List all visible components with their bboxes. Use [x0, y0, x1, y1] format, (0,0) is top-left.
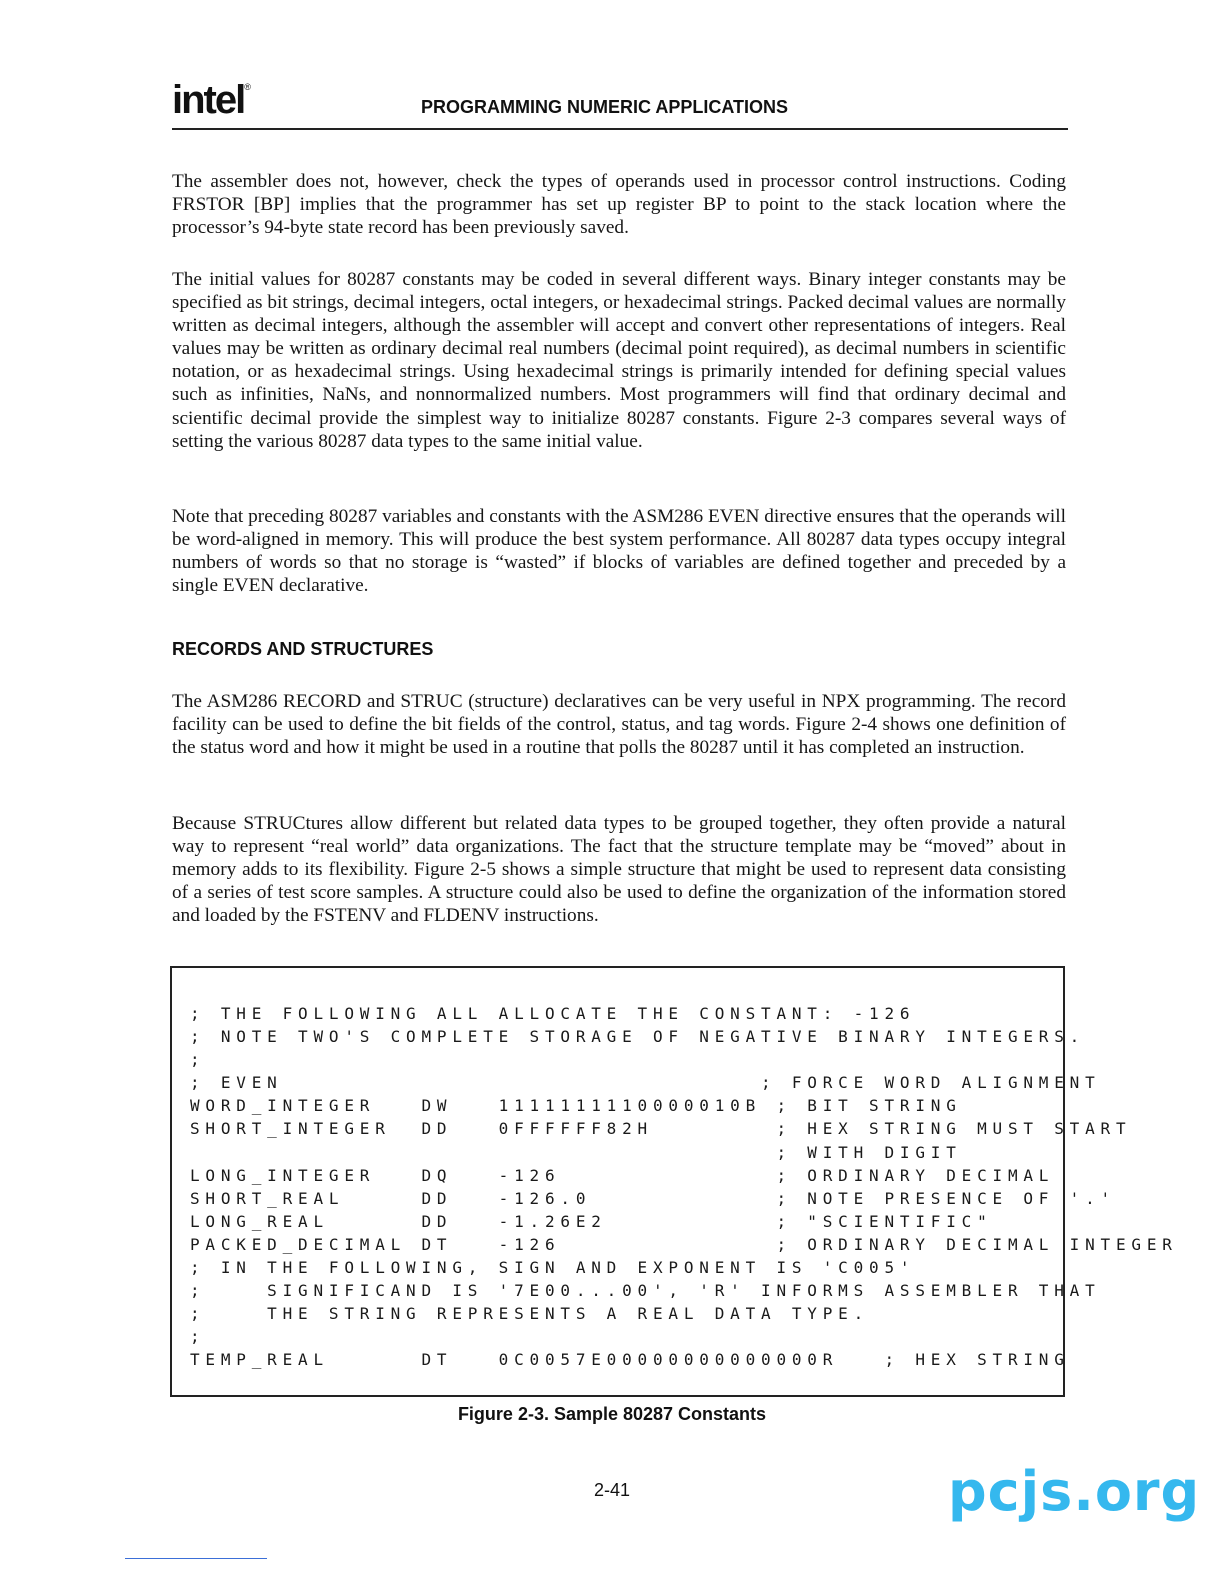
code-line: SHORT_REAL DD -126.0 ; NOTE PRESENCE OF '.' [190, 1188, 1116, 1208]
code-line: SHORT_INTEGER DD 0FFFFFF82H ; HEX STRING MUST START [190, 1119, 1132, 1139]
code-line: ; THE STRING REPRESENTS A REAL DATA TYPE. [190, 1304, 870, 1324]
section-heading: RECORDS AND STRUCTURES [172, 639, 434, 659]
logo-text: intel [172, 78, 245, 122]
bottom-link-underline [125, 1558, 267, 1559]
code-line: ; WITH DIGIT [190, 1142, 962, 1162]
code-line: ; [190, 1050, 206, 1070]
code-line: LONG_INTEGER DQ -126 ; ORDINARY DECIMAL [190, 1165, 1055, 1185]
figure-caption: Figure 2-3. Sample 80287 Constants [457, 1404, 767, 1424]
code-line: PACKED_DECIMAL DT -126 ; ORDINARY DECIMAL INTEGER [190, 1234, 1178, 1254]
paragraph-even-directive: Note that preceding 80287 variables and constants with the ASM286 EVEN directive ensures that the operands will be word-aligned in memory. This will produce the best system performance. All 80287 data types occupy integral numbers of words so that no storage is “wasted” if blocks of variables are defined together and preceded by a single EVEN declarative. [172, 506, 1066, 597]
code-line: TEMP_REAL DT 0C0057E00000000000000R ; HEX STRING [190, 1350, 1070, 1370]
code-listing [190, 1002, 1178, 1372]
pcjs-watermark: pcjs.org [948, 1460, 1201, 1523]
paragraph-initial-values: The initial values for 80287 constants may be coded in several different ways. Binary integer constants may be specified as bit strings, decimal integers, octal integers, or hexadecimal strings. Packed decimal values are normally written as decimal integers, although the assembler will accept and convert other representations of integers. Real values may be written as ordinary decimal real numbers (decimal point required), as decimal numbers in scientific notation, or as hexadecimal strings. Using hexadecimal strings is primarily intended for defining special values such as infinities, NaNs, and nonnormalized numbers. Most programmers will find that ordinary decimal and scientific decimal provide the simplest way to initialize 80287 constants. Figure 2-3 compares several ways of setting the various 80287 data types to the same initial value. [172, 269, 1066, 452]
code-line: ; [190, 1327, 206, 1347]
paragraph-record-struc: The ASM286 RECORD and STRUC (structure) declaratives can be very useful in NPX programming. The record facility can be used to define the bit fields of the control, status, and tag words. Figure 2-4 shows one definition of the status word and how it might be used in a routine that polls the 80287 until it has completed an instruction. [172, 691, 1066, 759]
page-number: 2-41 [593, 1480, 631, 1500]
logo-registered-mark: ® [244, 82, 251, 92]
code-line: ; NOTE TWO'S COMPLETE STORAGE OF NEGATIVE BINARY INTEGERS. [190, 1027, 1086, 1047]
code-line: WORD_INTEGER DW 1111111110000010B ; BIT STRING [190, 1096, 962, 1116]
code-line: ; IN THE FOLLOWING, SIGN AND EXPONENT IS 'C005' [190, 1258, 916, 1278]
code-line: ; SIGNIFICAND IS '7E00...00', 'R' INFORMS ASSEMBLER THAT [190, 1281, 1101, 1301]
code-line: LONG_REAL DD -1.26E2 ; "SCIENTIFIC" [190, 1211, 993, 1231]
code-line: ; EVEN ; FORCE WORD ALIGNMENT [190, 1073, 1101, 1093]
intel-logo [172, 78, 251, 123]
header-title: PROGRAMMING NUMERIC APPLICATIONS [421, 97, 788, 117]
paragraph-operand-types: The assembler does not, however, check the types of operands used in processor control instructions. Coding FRSTOR [BP] implies that the programmer has set up register BP to point to the stack location where the processor’s 94-byte state record has been previously saved. [172, 171, 1066, 239]
code-line: ; THE FOLLOWING ALL ALLOCATE THE CONSTANT: -126 [190, 1004, 916, 1023]
paragraph-structures: Because STRUCtures allow different but related data types to be grouped together, they often provide a natural way to represent “real world” data organizations. The fact that the structure template may be “moved” about in memory adds to its flexibility. Figure 2-5 shows a simple structure that might be used to represent data consisting of a series of test score samples. A structure could also be used to define the organization of the information stored and loaded by the FSTENV and FLDENV instructions. [172, 813, 1066, 927]
code-figure-box [170, 966, 1178, 1397]
header-rule [172, 128, 1068, 130]
